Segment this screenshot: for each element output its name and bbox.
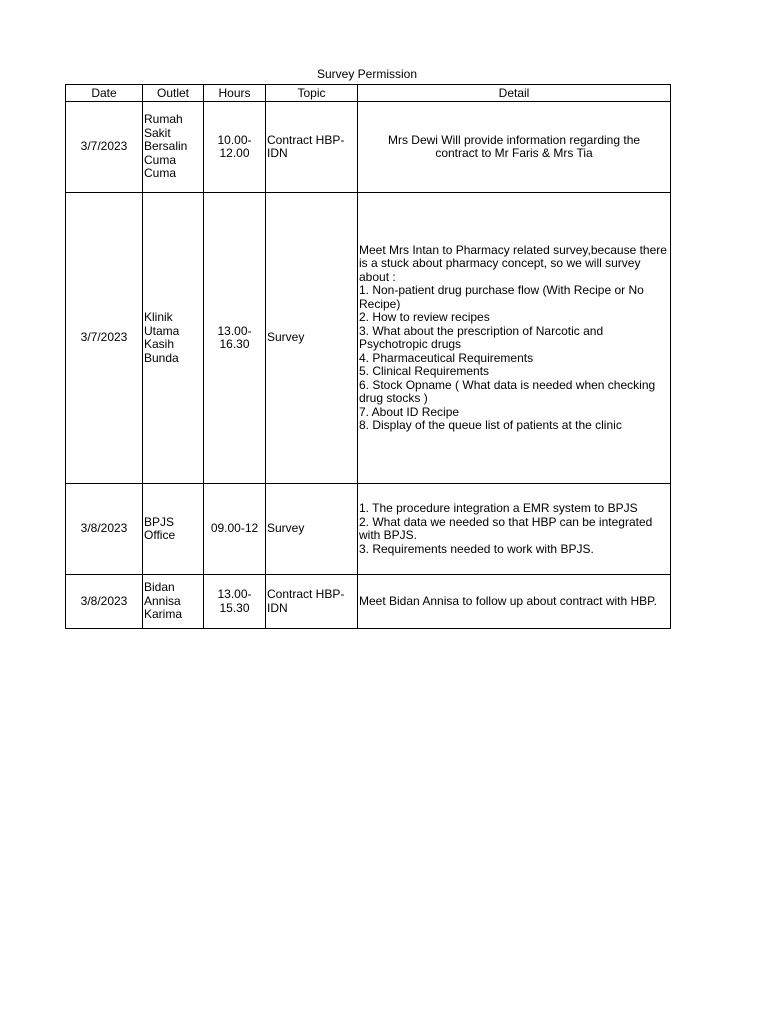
column-header-date: Date: [66, 85, 143, 102]
survey-permission-table: [65, 84, 671, 629]
hours-cell: 13.00- 16.30: [204, 193, 266, 484]
date-cell: 3/8/2023: [66, 575, 143, 629]
detail-cell: [358, 193, 671, 484]
date-cell: 3/7/2023: [66, 193, 143, 484]
column-header-detail: Detail: [358, 85, 671, 102]
table-row: [66, 193, 671, 484]
date-cell: 3/8/2023: [66, 484, 143, 575]
topic-cell: Survey: [266, 193, 358, 484]
detail-line: 4. Pharmaceutical Requirements: [359, 350, 534, 365]
column-header-hours: Hours: [204, 85, 266, 102]
detail-line: 1. Non-patient drug purchase flow (With Recipe or No Recipe): [359, 283, 644, 311]
detail-cell: [358, 102, 671, 193]
detail-list: [359, 502, 669, 556]
document-title: Survey Permission: [316, 67, 418, 81]
column-header-outlet: Outlet: [143, 85, 204, 102]
hours-cell: 10.00- 12.00: [204, 102, 266, 193]
column-header-topic: Topic: [266, 85, 358, 102]
detail-line: 3. Requirements needed to work with BPJS.: [359, 541, 594, 556]
table-row: [66, 102, 671, 193]
hours-cell: 13.00- 15.30: [204, 575, 266, 629]
detail-line: Meet Bidan Annisa to follow up about contract with HBP.: [359, 593, 657, 608]
outlet-cell: BPJS Office: [143, 484, 204, 575]
detail-line: 2. What data we needed so that HBP can be integrated with BPJS.: [359, 514, 653, 542]
topic-cell: Survey: [266, 484, 358, 575]
detail-cell: [358, 484, 671, 575]
detail-line: Meet Mrs Intan to Pharmacy related survey,because there is a stuck about pharmacy concept, so we will survey about :: [359, 242, 667, 284]
table-header-row: [66, 85, 671, 102]
detail-line: 7. About ID Recipe: [359, 404, 460, 419]
detail-line: 8. Display of the queue list of patients at the clinic: [359, 418, 622, 432]
outlet-cell: Rumah Sakit Bersalin Cuma Cuma: [143, 102, 204, 193]
detail-line: 1. The procedure integration a EMR system to BPJS: [359, 501, 638, 515]
topic-cell: Contract HBP- IDN: [266, 575, 358, 629]
date-cell: 3/7/2023: [66, 102, 143, 193]
detail-list: [359, 244, 669, 433]
outlet-cell: Bidan Annisa Karima: [143, 575, 204, 629]
detail-line: 2. How to review recipes: [359, 310, 490, 324]
detail-line: 6. Stock Opname ( What data is needed when checking drug stocks ): [359, 377, 656, 405]
hours-cell: 09.00-12: [204, 484, 266, 575]
detail-line: 3. What about the prescription of Narcotic and Psychotropic drugs: [359, 323, 604, 351]
outlet-cell: Klinik Utama Kasih Bunda: [143, 193, 204, 484]
topic-cell: Contract HBP- IDN: [266, 102, 358, 193]
detail-cell: [358, 575, 671, 629]
detail-line: Mrs Dewi Will provide information regarding the contract to Mr Faris & Mrs Tia: [387, 132, 641, 160]
table-row: [66, 484, 671, 575]
table-row: [66, 575, 671, 629]
detail-line: 5. Clinical Requirements: [359, 364, 490, 378]
